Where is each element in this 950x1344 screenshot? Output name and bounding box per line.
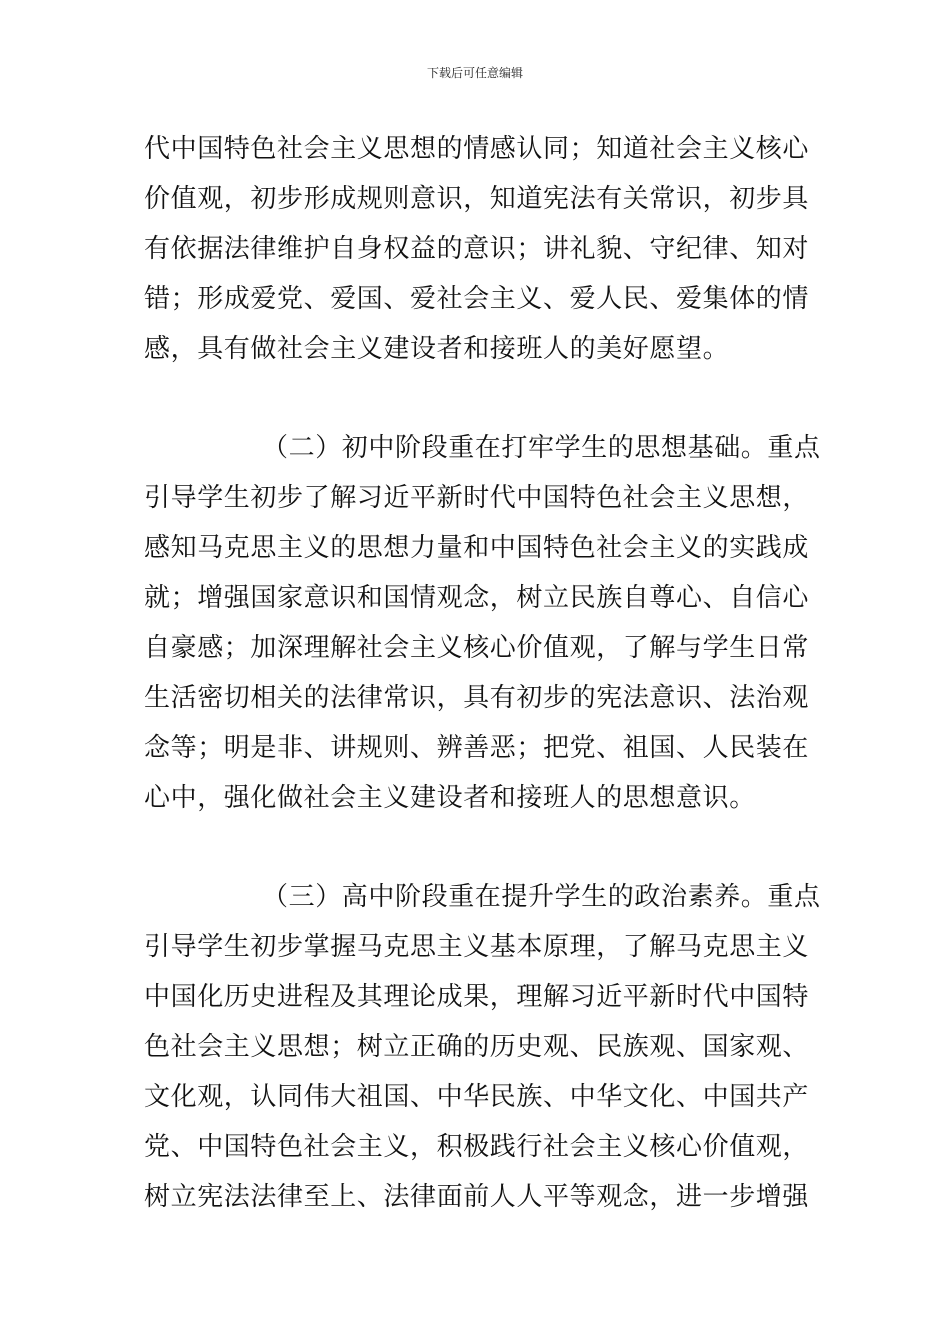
text-line: 引导学生初步掌握马克思主义基本原理，了解马克思主义: [144, 932, 810, 962]
paragraph-spacer: [144, 374, 814, 423]
text-line: 感知马克思主义的思想力量和中国特色社会主义的实践成: [144, 533, 810, 563]
document-body: [144, 124, 821, 1222]
text-line: 有依据法律维护自身权益的意识；讲礼貌、守纪律、知对: [144, 234, 810, 264]
text-line: 代中国特色社会主义思想的情感认同；知道社会主义核心: [144, 134, 810, 164]
paragraph: [144, 872, 821, 1222]
text-line: 心中，强化做社会主义建设者和接班人的思想意识。: [144, 783, 756, 813]
text-line: 感，具有做社会主义建设者和接班人的美好愿望。: [144, 334, 730, 364]
paragraph: [144, 124, 814, 374]
text-line: 引导学生初步了解习近平新时代中国特色社会主义思想，: [144, 483, 810, 513]
text-line: 就；增强国家意识和国情观念，树立民族自尊心、自信心: [144, 583, 810, 613]
text-line: （二）初中阶段重在打牢学生的思想基础。重点: [262, 433, 821, 463]
text-line: 价值观，初步形成规则意识，知道宪法有关常识，初步具: [144, 184, 810, 214]
text-line: 文化观，认同伟大祖国、中华民族、中华文化、中国共产: [144, 1082, 810, 1112]
text-line: 念等；明是非、讲规则、辨善恶；把党、祖国、人民装在: [144, 733, 810, 763]
paragraph: [144, 423, 821, 823]
text-line: 生活密切相关的法律常识，具有初步的宪法意识、法治观: [144, 683, 810, 713]
text-line: 错；形成爱党、爱国、爱社会主义、爱人民、爱集体的情: [144, 284, 810, 314]
text-line: （三）高中阶段重在提升学生的政治素养。重点: [262, 882, 821, 912]
text-line: 自豪感；加深理解社会主义核心价值观，了解与学生日常: [144, 633, 810, 663]
page-header: 下载后可任意编辑: [426, 66, 523, 80]
text-line: 树立宪法法律至上、法律面前人人平等观念，进一步增强: [144, 1182, 810, 1212]
text-line: 中国化历史进程及其理论成果，理解习近平新时代中国特: [144, 982, 810, 1012]
text-line: 色社会主义思想；树立正确的历史观、民族观、国家观、: [144, 1032, 810, 1062]
paragraph-spacer: [144, 823, 814, 872]
text-line: 党、中国特色社会主义，积极践行社会主义核心价值观，: [144, 1132, 810, 1162]
